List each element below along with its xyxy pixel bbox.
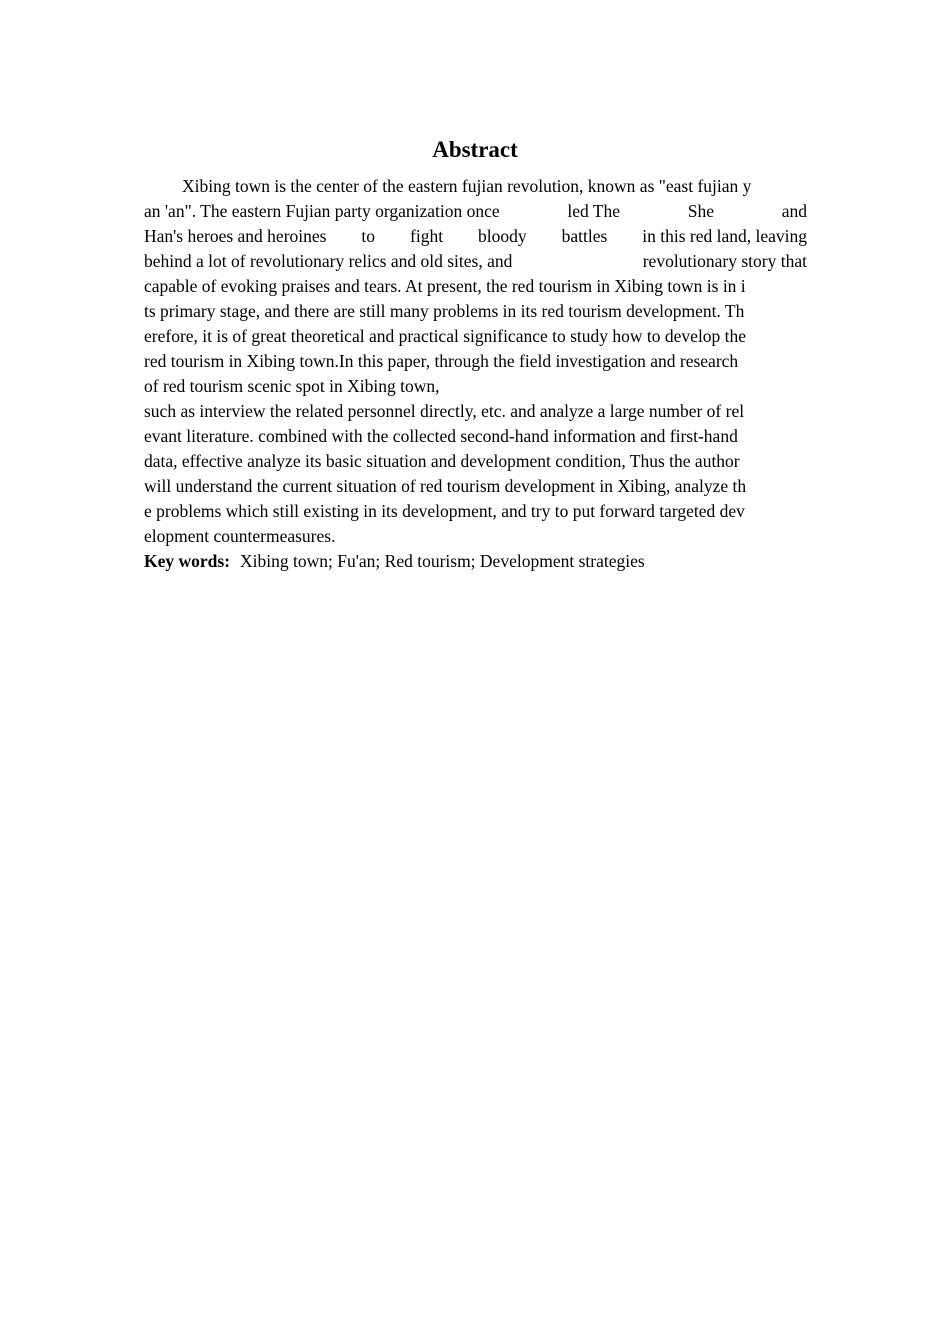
abstract-line: e problems which still existing in its development, and try to put forward targeted dev: [144, 501, 745, 521]
abstract-line: will understand the current situation of red tourism development in Xibing, analyze th: [144, 476, 747, 496]
abstract-line: data, effective analyze its basic situation and development condition, Thus the author: [144, 451, 740, 471]
abstract-line: Xibing town is the center of the eastern fujian revolution, known as "east fujian y: [182, 176, 752, 196]
abstract-line: [144, 224, 807, 249]
text-run: revolutionary story that: [642, 251, 807, 271]
text-run: in this red land, leaving: [642, 226, 807, 246]
abstract-line: evant literature. combined with the collected second-hand information and first-hand: [144, 426, 738, 446]
abstract-line: [144, 249, 807, 274]
abstract-line: capable of evoking praises and tears. At present, the red tourism in Xibing town is in i: [144, 276, 746, 296]
abstract-line: [144, 199, 807, 224]
text-run: She: [687, 201, 714, 221]
abstract-line: ts primary stage, and there are still many problems in its red tourism development. Th: [144, 301, 745, 321]
abstract-line: of red tourism scenic spot in Xibing town,: [144, 376, 440, 396]
keywords-label: Key words:: [144, 551, 231, 571]
abstract-line: red tourism in Xibing town.In this paper, through the field investigation and research: [144, 351, 739, 371]
abstract-line: such as interview the related personnel directly, etc. and analyze a large number of rel: [144, 401, 745, 421]
text-run: and: [781, 201, 807, 221]
text-run: led The: [567, 201, 621, 221]
abstract-body: [144, 174, 807, 574]
abstract-line: erefore, it is of great theoretical and practical significance to study how to develop the: [144, 326, 747, 346]
text-run: battles: [561, 226, 608, 246]
text-run: fight: [410, 226, 444, 246]
keywords-text: Xibing town; Fu'an; Red tourism; Development strategies: [240, 551, 645, 571]
abstract-title: Abstract: [432, 137, 518, 162]
text-run: an 'an". The eastern Fujian party organization once: [144, 201, 500, 221]
text-run: to: [361, 226, 376, 246]
text-run: behind a lot of revolutionary relics and old sites, and: [144, 251, 513, 271]
text-run: Han's heroes and heroines: [144, 226, 327, 246]
abstract-line: elopment countermeasures.: [144, 526, 336, 546]
text-run: bloody: [478, 226, 527, 246]
keywords-line: [144, 549, 807, 574]
